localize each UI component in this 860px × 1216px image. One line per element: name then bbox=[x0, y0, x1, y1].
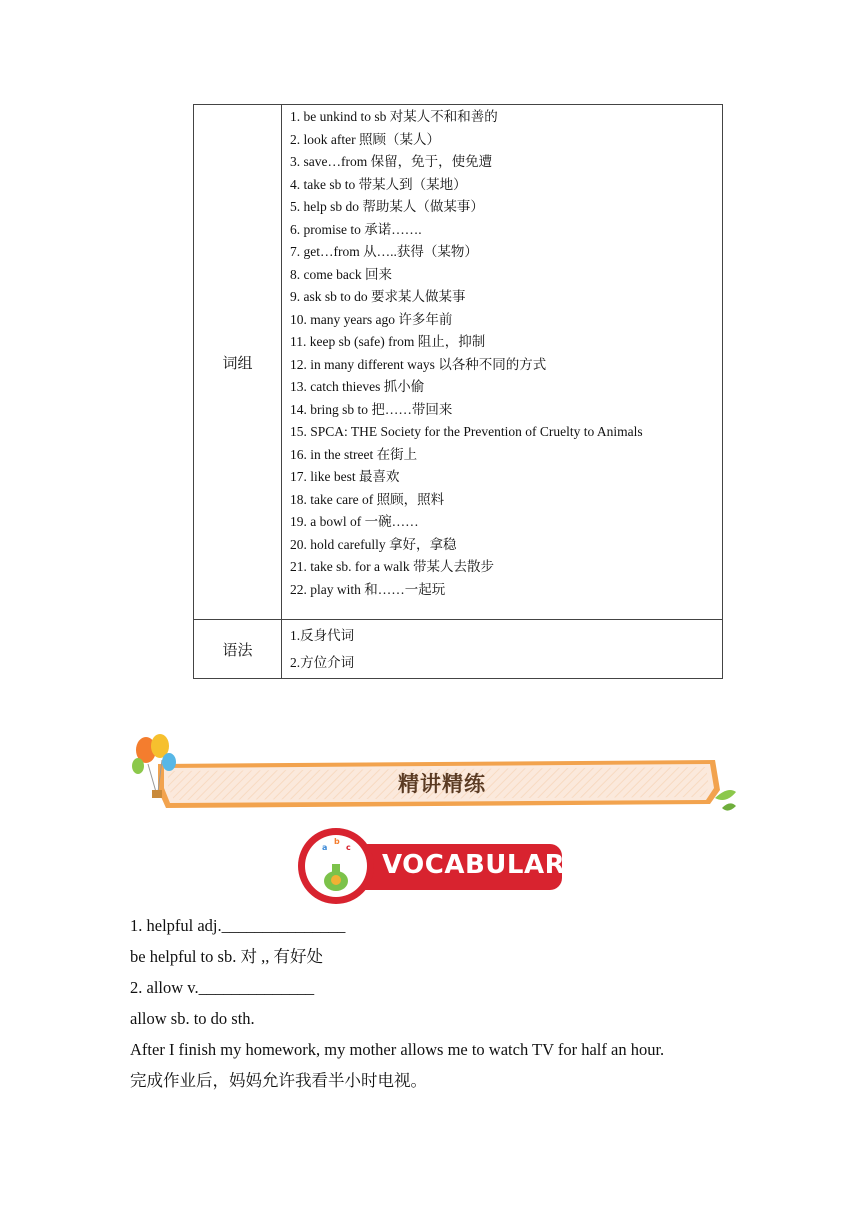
phrase-item: 18. take care of 照顾，照料 bbox=[290, 491, 445, 507]
letter-a: a bbox=[322, 843, 328, 852]
vocabulary-content bbox=[130, 910, 770, 1096]
phrase-item: 5. help sb do 帮助某人（做某事） bbox=[290, 199, 484, 214]
phrase-item: 17. like best 最喜欢 bbox=[290, 469, 400, 484]
phrase-item: 7. get…from 从…..获得（某物） bbox=[290, 244, 478, 259]
grammar-label: 语法 bbox=[194, 620, 282, 679]
vocab-line: After I finish my homework, my mother allows me to watch TV for half an hour. bbox=[130, 1040, 665, 1059]
phrase-item: 9. ask sb to do 要求某人做某事 bbox=[290, 289, 466, 304]
grammar-cell bbox=[282, 620, 723, 679]
grammar-row bbox=[194, 620, 723, 679]
phrase-item: 6. promise to 承诺……. bbox=[290, 221, 422, 237]
phrase-item: 1. be unkind to sb 对某人不和和善的 bbox=[290, 109, 498, 124]
vocabulary-title: VOCABULARY bbox=[382, 850, 584, 880]
phrase-list bbox=[282, 105, 722, 619]
phrase-item: 10. many years ago 许多年前 bbox=[290, 311, 453, 327]
grammar-item: 1.反身代词 bbox=[290, 628, 355, 643]
phrase-item: 2. look after 照顾（某人） bbox=[290, 131, 440, 147]
phrase-item: 14. bring sb to 把……带回来 bbox=[290, 401, 453, 417]
phrase-item: 11. keep sb (safe) from 阻止，抑制 bbox=[290, 334, 486, 349]
phrase-item: 3. save…from 保留，免于，使免遭 bbox=[290, 154, 493, 169]
phrase-grammar-table bbox=[193, 104, 723, 679]
phrase-item: 16. in the street 在街上 bbox=[290, 446, 418, 462]
phrase-item: 21. take sb. for a walk 带某人去散步 bbox=[290, 559, 494, 574]
vocab-line: be helpful to sb. 对 ,, 有好处 bbox=[130, 947, 323, 966]
vocab-line: 1. helpful adj._______________ bbox=[130, 916, 346, 935]
letter-c: c bbox=[346, 843, 351, 852]
grammar-item: 2.方位介词 bbox=[290, 655, 355, 670]
phrase-item: 8. come back 回来 bbox=[290, 266, 392, 282]
phrases-cell bbox=[282, 105, 723, 620]
phrase-item: 13. catch thieves 抓小偷 bbox=[290, 379, 425, 394]
phrase-item: 22. play with 和……一起玩 bbox=[290, 581, 446, 597]
phrase-item: 12. in many different ways 以各种不同的方式 bbox=[290, 356, 547, 372]
phrase-item: 19. a bowl of 一碗…… bbox=[290, 514, 419, 529]
phrase-item: 15. SPCA: THE Society for the Prevention of Cruelty to Animals bbox=[290, 424, 643, 439]
letter-b: b bbox=[334, 837, 340, 846]
phrase-item: 20. hold carefully 拿好，拿稳 bbox=[290, 536, 457, 552]
banner-title: 精讲精练 bbox=[398, 772, 486, 796]
leaf-icon bbox=[715, 790, 736, 811]
phrases-row bbox=[194, 105, 723, 620]
phrase-item: 4. take sb to 带某人到（某地） bbox=[290, 176, 467, 192]
vocab-line: allow sb. to do sth. bbox=[130, 1009, 255, 1028]
vocab-line: 完成作业后，妈妈允许我看半小时电视。 bbox=[130, 1071, 427, 1090]
grammar-list bbox=[282, 620, 722, 678]
phrases-label: 词组 bbox=[194, 105, 282, 620]
vocab-line: 2. allow v.______________ bbox=[130, 978, 315, 997]
